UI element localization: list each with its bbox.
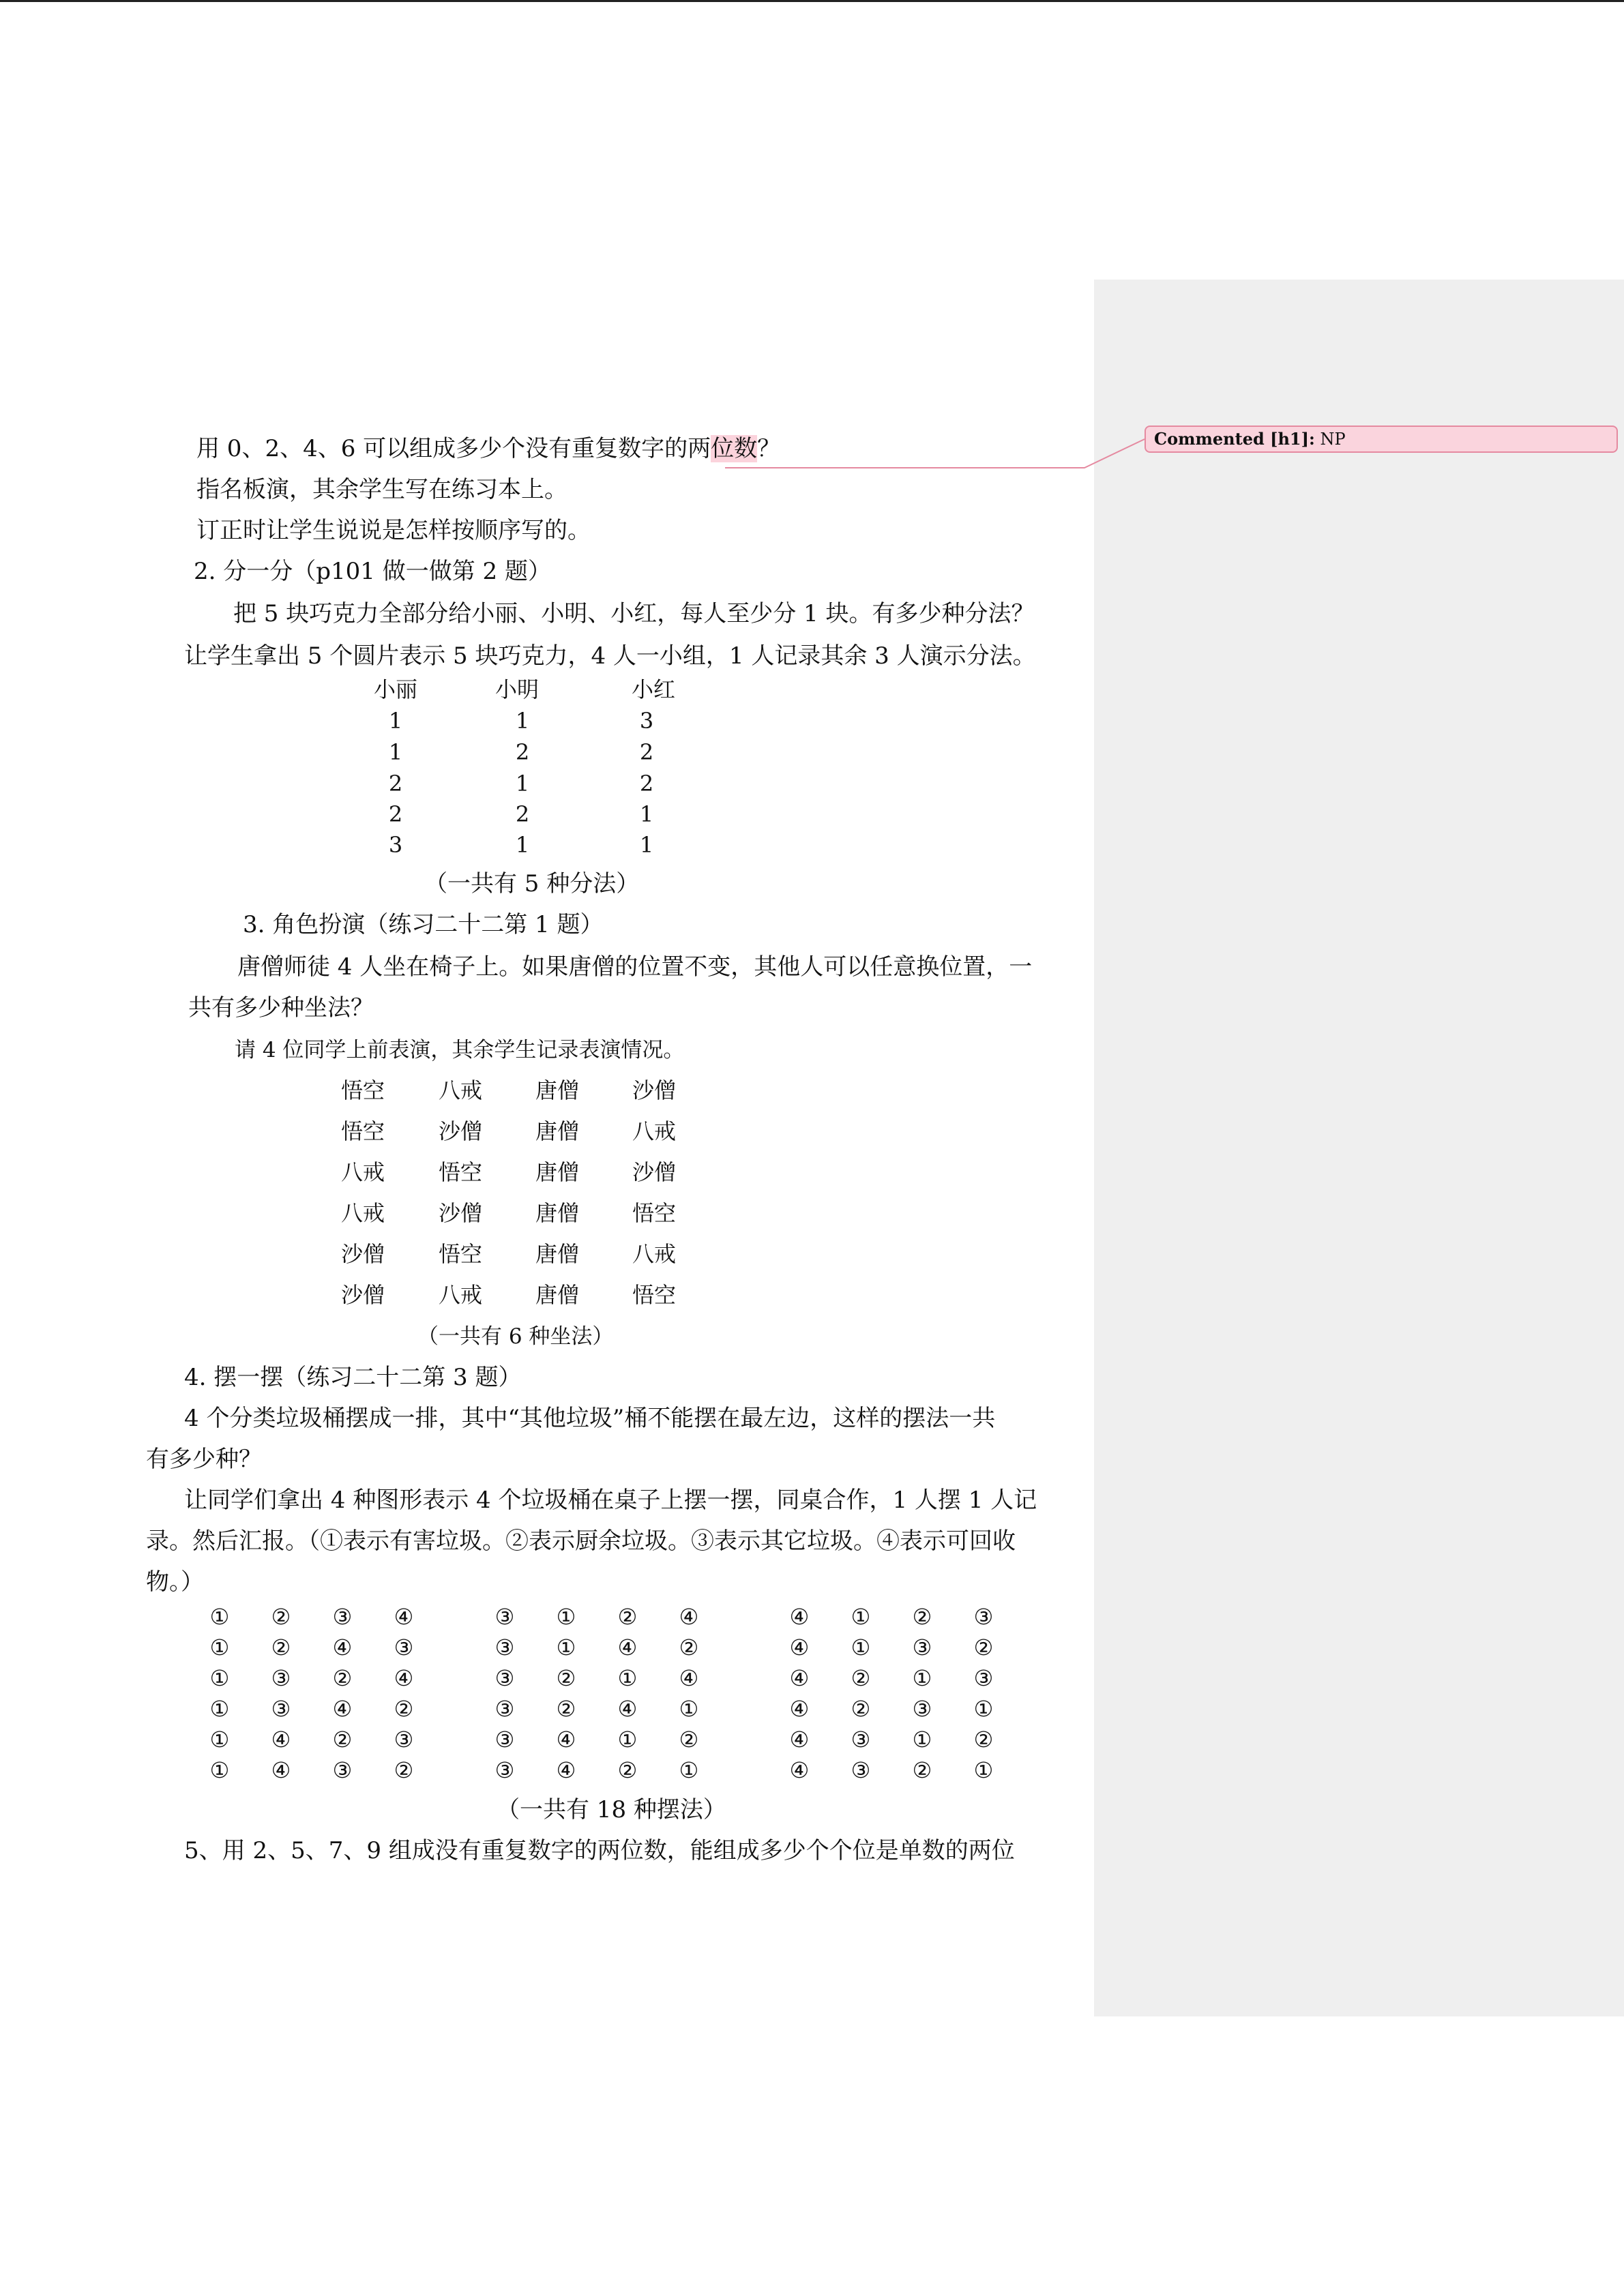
- table-cell: ②: [556, 1665, 576, 1691]
- table-cell: 八戒: [632, 1241, 676, 1267]
- table-cell: 悟空: [632, 1200, 676, 1226]
- section-heading: 3. 角色扮演（练习二十二第 1 题）: [243, 911, 604, 938]
- table-cell: ①: [973, 1757, 994, 1783]
- table-cell: 2: [639, 739, 654, 765]
- table-cell: 八戒: [340, 1159, 385, 1185]
- comment-balloon[interactable]: [1145, 426, 1618, 453]
- table-cell: ④: [789, 1757, 810, 1783]
- table-cell: 沙僧: [340, 1282, 385, 1308]
- table-cell: 八戒: [438, 1282, 482, 1308]
- table-cell: ④: [789, 1635, 810, 1660]
- table-cell: 3: [388, 832, 403, 858]
- table-cell: ①: [209, 1727, 230, 1753]
- table-cell: ②: [271, 1635, 291, 1660]
- table-cell: 悟空: [632, 1282, 676, 1308]
- table-cell: 2: [639, 771, 654, 796]
- paragraph: 5、用 2、5、7、9 组成没有重复数字的两位数，能组成多少个个位是单数的两位: [184, 1837, 1015, 1864]
- table-cell: ②: [617, 1604, 638, 1630]
- paragraph: 物。）: [146, 1568, 204, 1596]
- table-cell: ④: [394, 1604, 414, 1630]
- table-cell: 唐僧: [535, 1077, 579, 1103]
- table-cell: ①: [617, 1727, 638, 1753]
- table-header: 小丽: [373, 676, 417, 702]
- table-cell: ①: [679, 1757, 699, 1783]
- table-cell: ②: [912, 1757, 932, 1783]
- table-cell: ②: [679, 1635, 699, 1660]
- table-cell: ③: [851, 1757, 871, 1783]
- table-cell: ③: [494, 1757, 515, 1783]
- table-cell: ①: [209, 1757, 230, 1783]
- section-heading: 4. 摆一摆（练习二十二第 3 题）: [184, 1364, 522, 1391]
- table-cell: 沙僧: [632, 1159, 676, 1185]
- table-cell: ④: [789, 1665, 810, 1691]
- table-cell: ②: [851, 1696, 871, 1722]
- paragraph: 把 5 块巧克力全部分给小丽、小明、小红，每人至少分 1 块。有多少种分法？: [233, 600, 1035, 627]
- table-cell: ③: [394, 1635, 414, 1660]
- table-cell: 八戒: [438, 1077, 482, 1103]
- table-cell: ①: [556, 1604, 576, 1630]
- table-cell: ②: [271, 1604, 291, 1630]
- table-caption: （一共有 18 种摆法）: [497, 1796, 726, 1823]
- table-cell: ②: [394, 1757, 414, 1783]
- table-cell: 1: [515, 832, 530, 858]
- table-cell: 1: [515, 708, 530, 734]
- table-header: 小明: [494, 676, 539, 702]
- table-cell: ③: [494, 1727, 515, 1753]
- table-cell: ①: [679, 1696, 699, 1722]
- table-cell: ②: [973, 1727, 994, 1753]
- table-cell: ④: [617, 1635, 638, 1660]
- table-cell: ①: [209, 1665, 230, 1691]
- table-cell: ③: [494, 1635, 515, 1660]
- table-cell: 沙僧: [632, 1077, 676, 1103]
- paragraph: 共有多少种坐法？: [188, 994, 374, 1022]
- section-heading: 2. 分一分（p101 做一做第 2 题）: [194, 558, 551, 585]
- table-cell: ④: [332, 1635, 353, 1660]
- table-cell: ③: [271, 1696, 291, 1722]
- table-cell: ④: [679, 1665, 699, 1691]
- table-cell: ①: [617, 1665, 638, 1691]
- table-cell: 2: [515, 801, 530, 827]
- table-cell: 2: [388, 771, 403, 796]
- table-cell: ①: [912, 1665, 932, 1691]
- table-cell: 沙僧: [340, 1241, 385, 1267]
- table-cell: ④: [789, 1696, 810, 1722]
- table-cell: 唐僧: [535, 1118, 579, 1144]
- table-cell: 唐僧: [535, 1200, 579, 1226]
- table-cell: ①: [851, 1604, 871, 1630]
- table-cell: 1: [388, 708, 403, 734]
- paragraph: 有多少种？: [146, 1446, 262, 1473]
- paragraph-question-1: 用 0、2、4、6 可以组成多少个没有重复数字的两位数？: [196, 435, 781, 462]
- table-cell: ①: [912, 1727, 932, 1753]
- paragraph: 唐僧师徒 4 人坐在椅子上。如果唐僧的位置不变，其他人可以任意换位置，一: [237, 953, 1033, 981]
- table-caption: （一共有 5 种分法）: [424, 870, 640, 897]
- table-cell: ③: [271, 1665, 291, 1691]
- table-cell: ③: [332, 1604, 353, 1630]
- table-cell: ②: [556, 1696, 576, 1722]
- table-cell: ③: [973, 1604, 994, 1630]
- table-cell: ②: [394, 1696, 414, 1722]
- table-cell: 1: [388, 739, 403, 765]
- table-cell: 唐僧: [535, 1282, 579, 1308]
- table-cell: ③: [394, 1727, 414, 1753]
- table-cell: ④: [556, 1727, 576, 1753]
- table-cell: ①: [851, 1635, 871, 1660]
- table-cell: 2: [515, 739, 530, 765]
- table-cell: 唐僧: [535, 1241, 579, 1267]
- table-cell: ③: [973, 1665, 994, 1691]
- table-cell: 沙僧: [438, 1118, 482, 1144]
- table-cell: ②: [617, 1757, 638, 1783]
- paragraph: 让同学们拿出 4 种图形表示 4 个垃圾桶在桌子上摆一摆，同桌合作，1 人摆 1 人记: [184, 1487, 1037, 1514]
- table-caption: （一共有 6 种坐法）: [417, 1324, 614, 1349]
- paragraph: 录。然后汇报。（①表示有害垃圾。②表示厨余垃圾。③表示其它垃圾。④表示可回收: [146, 1527, 1016, 1555]
- table-cell: ②: [332, 1727, 353, 1753]
- table-cell: ②: [912, 1604, 932, 1630]
- table-cell: 唐僧: [535, 1159, 579, 1185]
- table-cell: ②: [851, 1665, 871, 1691]
- table-cell: ④: [789, 1727, 810, 1753]
- table-cell: 1: [515, 771, 530, 796]
- table-cell: ④: [271, 1727, 291, 1753]
- table-cell: ④: [789, 1604, 810, 1630]
- table-cell: ①: [209, 1635, 230, 1660]
- table-cell: ①: [209, 1604, 230, 1630]
- comment-label: Commented [h1]:: [1154, 429, 1315, 449]
- table-cell: ②: [973, 1635, 994, 1660]
- table-cell: ④: [679, 1604, 699, 1630]
- table-header: 小红: [631, 676, 675, 702]
- table-cell: ③: [332, 1757, 353, 1783]
- table-cell: ③: [851, 1727, 871, 1753]
- table-cell: ③: [494, 1604, 515, 1630]
- table-cell: ③: [912, 1696, 932, 1722]
- table-cell: ③: [912, 1635, 932, 1660]
- highlighted-comment-anchor[interactable]: 位数: [711, 435, 758, 462]
- table-cell: 沙僧: [438, 1200, 482, 1226]
- table-cell: ③: [494, 1665, 515, 1691]
- table-cell: 八戒: [340, 1200, 385, 1226]
- table-cell: 八戒: [632, 1118, 676, 1144]
- table-cell: 悟空: [438, 1241, 482, 1267]
- table-cell: 1: [639, 832, 654, 858]
- table-cell: 悟空: [340, 1077, 385, 1103]
- table-cell: ③: [494, 1696, 515, 1722]
- table-cell: 悟空: [340, 1118, 385, 1144]
- table-cell: 3: [639, 708, 654, 734]
- paragraph: 让学生拿出 5 个圆片表示 5 块巧克力，4 人一小组，1 人记录其余 3 人演示分法。: [184, 642, 1036, 670]
- table-cell: ①: [556, 1635, 576, 1660]
- paragraph: 指名板演，其余学生写在练习本上。: [196, 476, 567, 503]
- table-cell: ②: [332, 1665, 353, 1691]
- table-cell: ④: [332, 1696, 353, 1722]
- table-cell: ④: [556, 1757, 576, 1783]
- table-cell: ②: [679, 1727, 699, 1753]
- table-cell: ①: [973, 1696, 994, 1722]
- table-cell: 1: [639, 801, 654, 827]
- table-cell: ④: [271, 1757, 291, 1783]
- table-cell: 悟空: [438, 1159, 482, 1185]
- paragraph: 4 个分类垃圾桶摆成一排，其中“其他垃圾”桶不能摆在最左边，这样的摆法一共: [184, 1405, 996, 1432]
- comment-text: NP: [1320, 430, 1346, 449]
- table-cell: ④: [617, 1696, 638, 1722]
- table-cell: ①: [209, 1696, 230, 1722]
- paragraph: 订正时让学生说说是怎样按顺序写的。: [196, 517, 591, 544]
- table-cell: 2: [388, 801, 403, 827]
- table-cell: ④: [394, 1665, 414, 1691]
- paragraph: 请 4 位同学上前表演，其余学生记录表演情况。: [235, 1038, 685, 1062]
